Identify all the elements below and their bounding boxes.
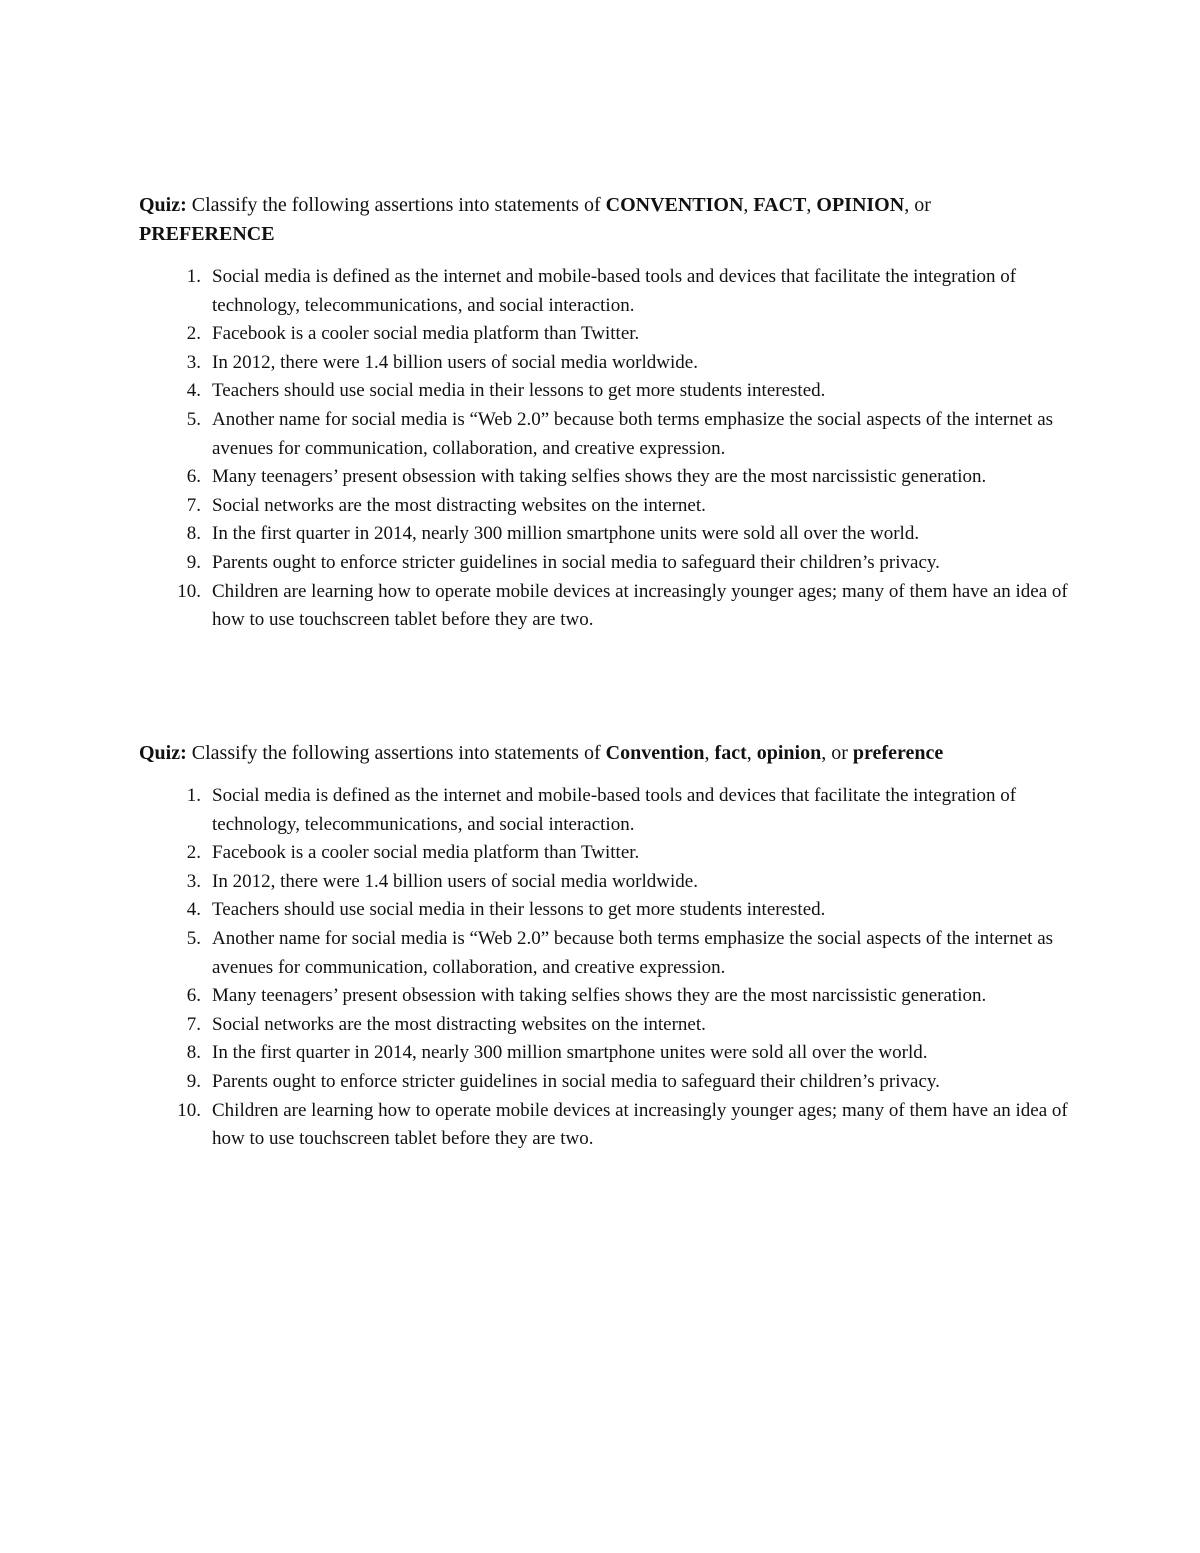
item-number: 10. [177, 1099, 201, 1121]
assertion-list [139, 782, 1069, 1154]
item-number: 9. [186, 1070, 201, 1092]
list-item [139, 263, 1069, 320]
quiz-label: Quiz: [139, 742, 187, 764]
item-number: 1. [186, 266, 201, 287]
item-number: 9. [186, 551, 201, 573]
item-text: In the first quarter in 2014, nearly 300 million smartphone units were sold all over the world. [212, 523, 920, 545]
separator: , or [904, 194, 931, 216]
item-number: 7. [186, 494, 201, 516]
term-fact: FACT [753, 194, 807, 216]
term-preference: PREFERENCE [139, 223, 275, 245]
item-text: Many teenagers’ present obsession with taking selfies shows they are the most narcissistic generation. [212, 985, 987, 1007]
list-item [139, 406, 1069, 463]
list-item [139, 1068, 1069, 1097]
item-text: Many teenagers’ present obsession with taking selfies shows they are the most narcissistic generation. [212, 466, 987, 488]
quiz-section-1 [139, 191, 1069, 635]
item-text: Another name for social media is “Web 2.0” because both terms emphasize the social aspects of the internet as avenues for communication, collaboration, and creative expression. [212, 927, 1054, 978]
item-text: Social networks are the most distracting websites on the internet. [212, 1013, 706, 1035]
list-item [139, 349, 1069, 378]
item-text: Parents ought to enforce stricter guidelines in social media to safeguard their children’s privacy. [212, 551, 940, 573]
item-text: Parents ought to enforce stricter guidelines in social media to safeguard their children’s privacy. [212, 1070, 940, 1092]
item-number: 6. [186, 985, 201, 1007]
item-text: Another name for social media is “Web 2.0” because both terms emphasize the social aspects of the internet as avenues for communication, collaboration, and creative expression. [212, 408, 1054, 459]
assertion-list [139, 263, 1069, 635]
term-opinion: OPINION [816, 194, 905, 216]
item-number: 3. [186, 351, 201, 373]
list-item [139, 377, 1069, 406]
term-preference: preference [852, 742, 944, 764]
item-number: 2. [186, 842, 201, 864]
item-number: 3. [186, 870, 201, 892]
list-item [139, 1011, 1069, 1040]
separator: , [743, 194, 754, 216]
item-number: 8. [186, 1042, 201, 1064]
list-item [139, 925, 1069, 982]
list-item [139, 896, 1069, 925]
quiz-label: Quiz: [139, 194, 187, 216]
item-number: 4. [186, 380, 201, 402]
item-text: Teachers should use social media in their lessons to get more students interested. [212, 380, 826, 402]
item-number: 6. [186, 466, 201, 488]
term-convention: Convention [605, 742, 705, 764]
separator: , [746, 742, 757, 764]
quiz-heading [139, 739, 1069, 768]
separator: , [704, 742, 715, 764]
item-text: Facebook is a cooler social media platform than Twitter. [212, 842, 640, 864]
item-text: Children are learning how to operate mobile devices at increasingly younger ages; many of them have an idea of how to use touchscreen tablet before they are two. [212, 1099, 1068, 1150]
separator: , or [821, 742, 853, 764]
item-number: 8. [186, 523, 201, 545]
list-item [139, 1097, 1069, 1154]
item-number: 5. [186, 927, 201, 949]
item-number: 10. [177, 580, 201, 602]
item-text: Facebook is a cooler social media platform than Twitter. [212, 323, 640, 345]
list-item [139, 320, 1069, 349]
list-item [139, 1039, 1069, 1068]
term-convention: CONVENTION [605, 194, 744, 216]
quiz-section-2 [139, 739, 1069, 1154]
item-text: In 2012, there were 1.4 billion users of social media worldwide. [212, 870, 698, 892]
item-text: Teachers should use social media in their lessons to get more students interested. [212, 899, 826, 921]
list-item [139, 492, 1069, 521]
item-number: 4. [186, 899, 201, 921]
item-number: 5. [186, 408, 201, 430]
item-text: Social media is defined as the internet and mobile-based tools and devices that facilitate the integration of technology, telecommunications, and social interaction. [212, 266, 1017, 316]
list-item [139, 463, 1069, 492]
quiz-intro: Classify the following assertions into statements of [186, 742, 606, 764]
quiz-intro: Classify the following assertions into statements of [186, 194, 606, 216]
term-opinion: opinion [756, 742, 822, 764]
list-item [139, 982, 1069, 1011]
item-number: 1. [186, 785, 201, 806]
item-text: In the first quarter in 2014, nearly 300 million smartphone unites were sold all over the world. [212, 1042, 928, 1064]
item-number: 7. [186, 1013, 201, 1035]
item-number: 2. [186, 323, 201, 345]
separator: , [806, 194, 817, 216]
list-item [139, 520, 1069, 549]
list-item [139, 578, 1069, 635]
item-text: In 2012, there were 1.4 billion users of social media worldwide. [212, 351, 698, 373]
list-item [139, 549, 1069, 578]
list-item [139, 868, 1069, 897]
item-text: Children are learning how to operate mobile devices at increasingly younger ages; many of them have an idea of how to use touchscreen tablet before they are two. [212, 580, 1068, 631]
term-fact: fact [714, 742, 747, 764]
quiz-heading [139, 191, 1069, 249]
item-text: Social media is defined as the internet and mobile-based tools and devices that facilitate the integration of technology, telecommunications, and social interaction. [212, 785, 1017, 835]
list-item [139, 782, 1069, 839]
item-text: Social networks are the most distracting websites on the internet. [212, 494, 706, 516]
list-item [139, 839, 1069, 868]
